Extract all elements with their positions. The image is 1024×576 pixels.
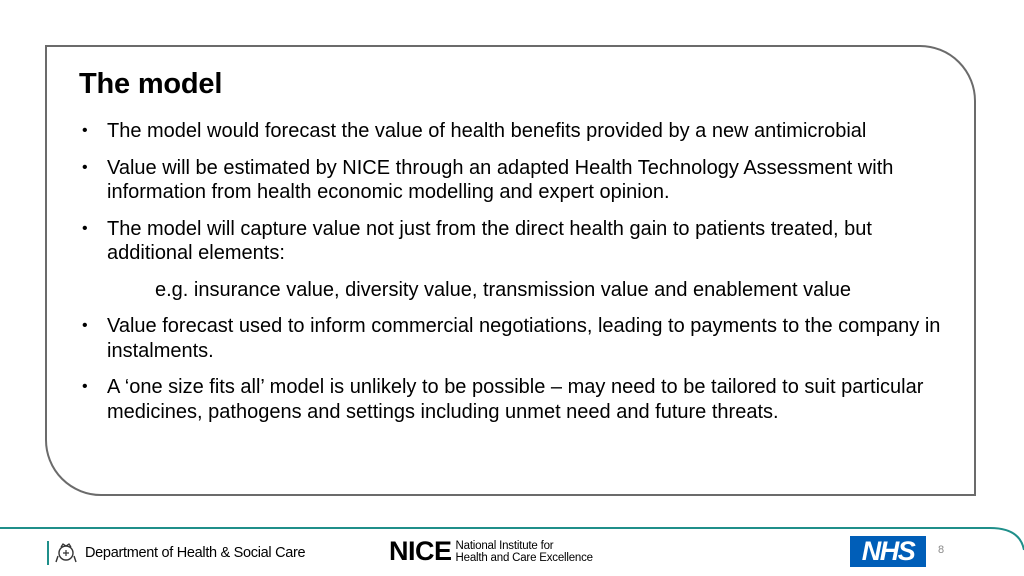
nice-wordmark: NICE xyxy=(389,536,452,566)
bullet-item xyxy=(80,314,960,363)
bullet-text: The model will capture value not just from the direct health gain to patients treated, but additional elements: xyxy=(107,217,872,264)
dhsc-label: Department of Health & Social Care xyxy=(85,545,306,561)
bullet-icon: • xyxy=(82,158,88,176)
sub-point: e.g. insurance value, diversity value, transmission value and enablement value xyxy=(155,278,851,301)
bullet-text: The model would forecast the value of health benefits provided by a new antimicrobial xyxy=(107,120,867,142)
bullet-text: A ‘one size fits all’ model is unlikely to be possible – may need to be tailored to suit particular medicines, pathogens and settings including unmet need and future threats. xyxy=(107,376,924,423)
nhs-logo: NHS xyxy=(850,536,926,567)
dhsc-accent-bar xyxy=(47,541,49,565)
bullet-icon: • xyxy=(82,122,88,139)
bullet-item xyxy=(80,119,960,144)
bullet-text: Value forecast used to inform commercial negotiations, leading to payments to the company in instalments. xyxy=(107,315,941,362)
bullet-icon: • xyxy=(82,317,88,334)
bullet-text: Value will be estimated by NICE through an adapted Health Technology Assessment with information from health economic modelling and expert opinion. xyxy=(107,156,894,203)
bullet-item xyxy=(80,217,960,266)
nice-tagline-line-1: National Institute for xyxy=(455,539,554,552)
royal-crest-icon xyxy=(55,542,77,564)
nice-tagline xyxy=(456,540,593,564)
bullet-item xyxy=(80,375,960,424)
page-number: 8 xyxy=(938,544,945,556)
dhsc-logo xyxy=(47,540,305,566)
bullet-item xyxy=(80,156,960,205)
slide-title: The model xyxy=(79,68,223,100)
bullet-icon: • xyxy=(82,378,88,395)
bullet-icon: • xyxy=(82,219,88,237)
nice-logo xyxy=(389,538,593,565)
bullet-list xyxy=(80,119,960,436)
nice-tagline-line-2: Health and Care Excellence xyxy=(455,551,593,564)
